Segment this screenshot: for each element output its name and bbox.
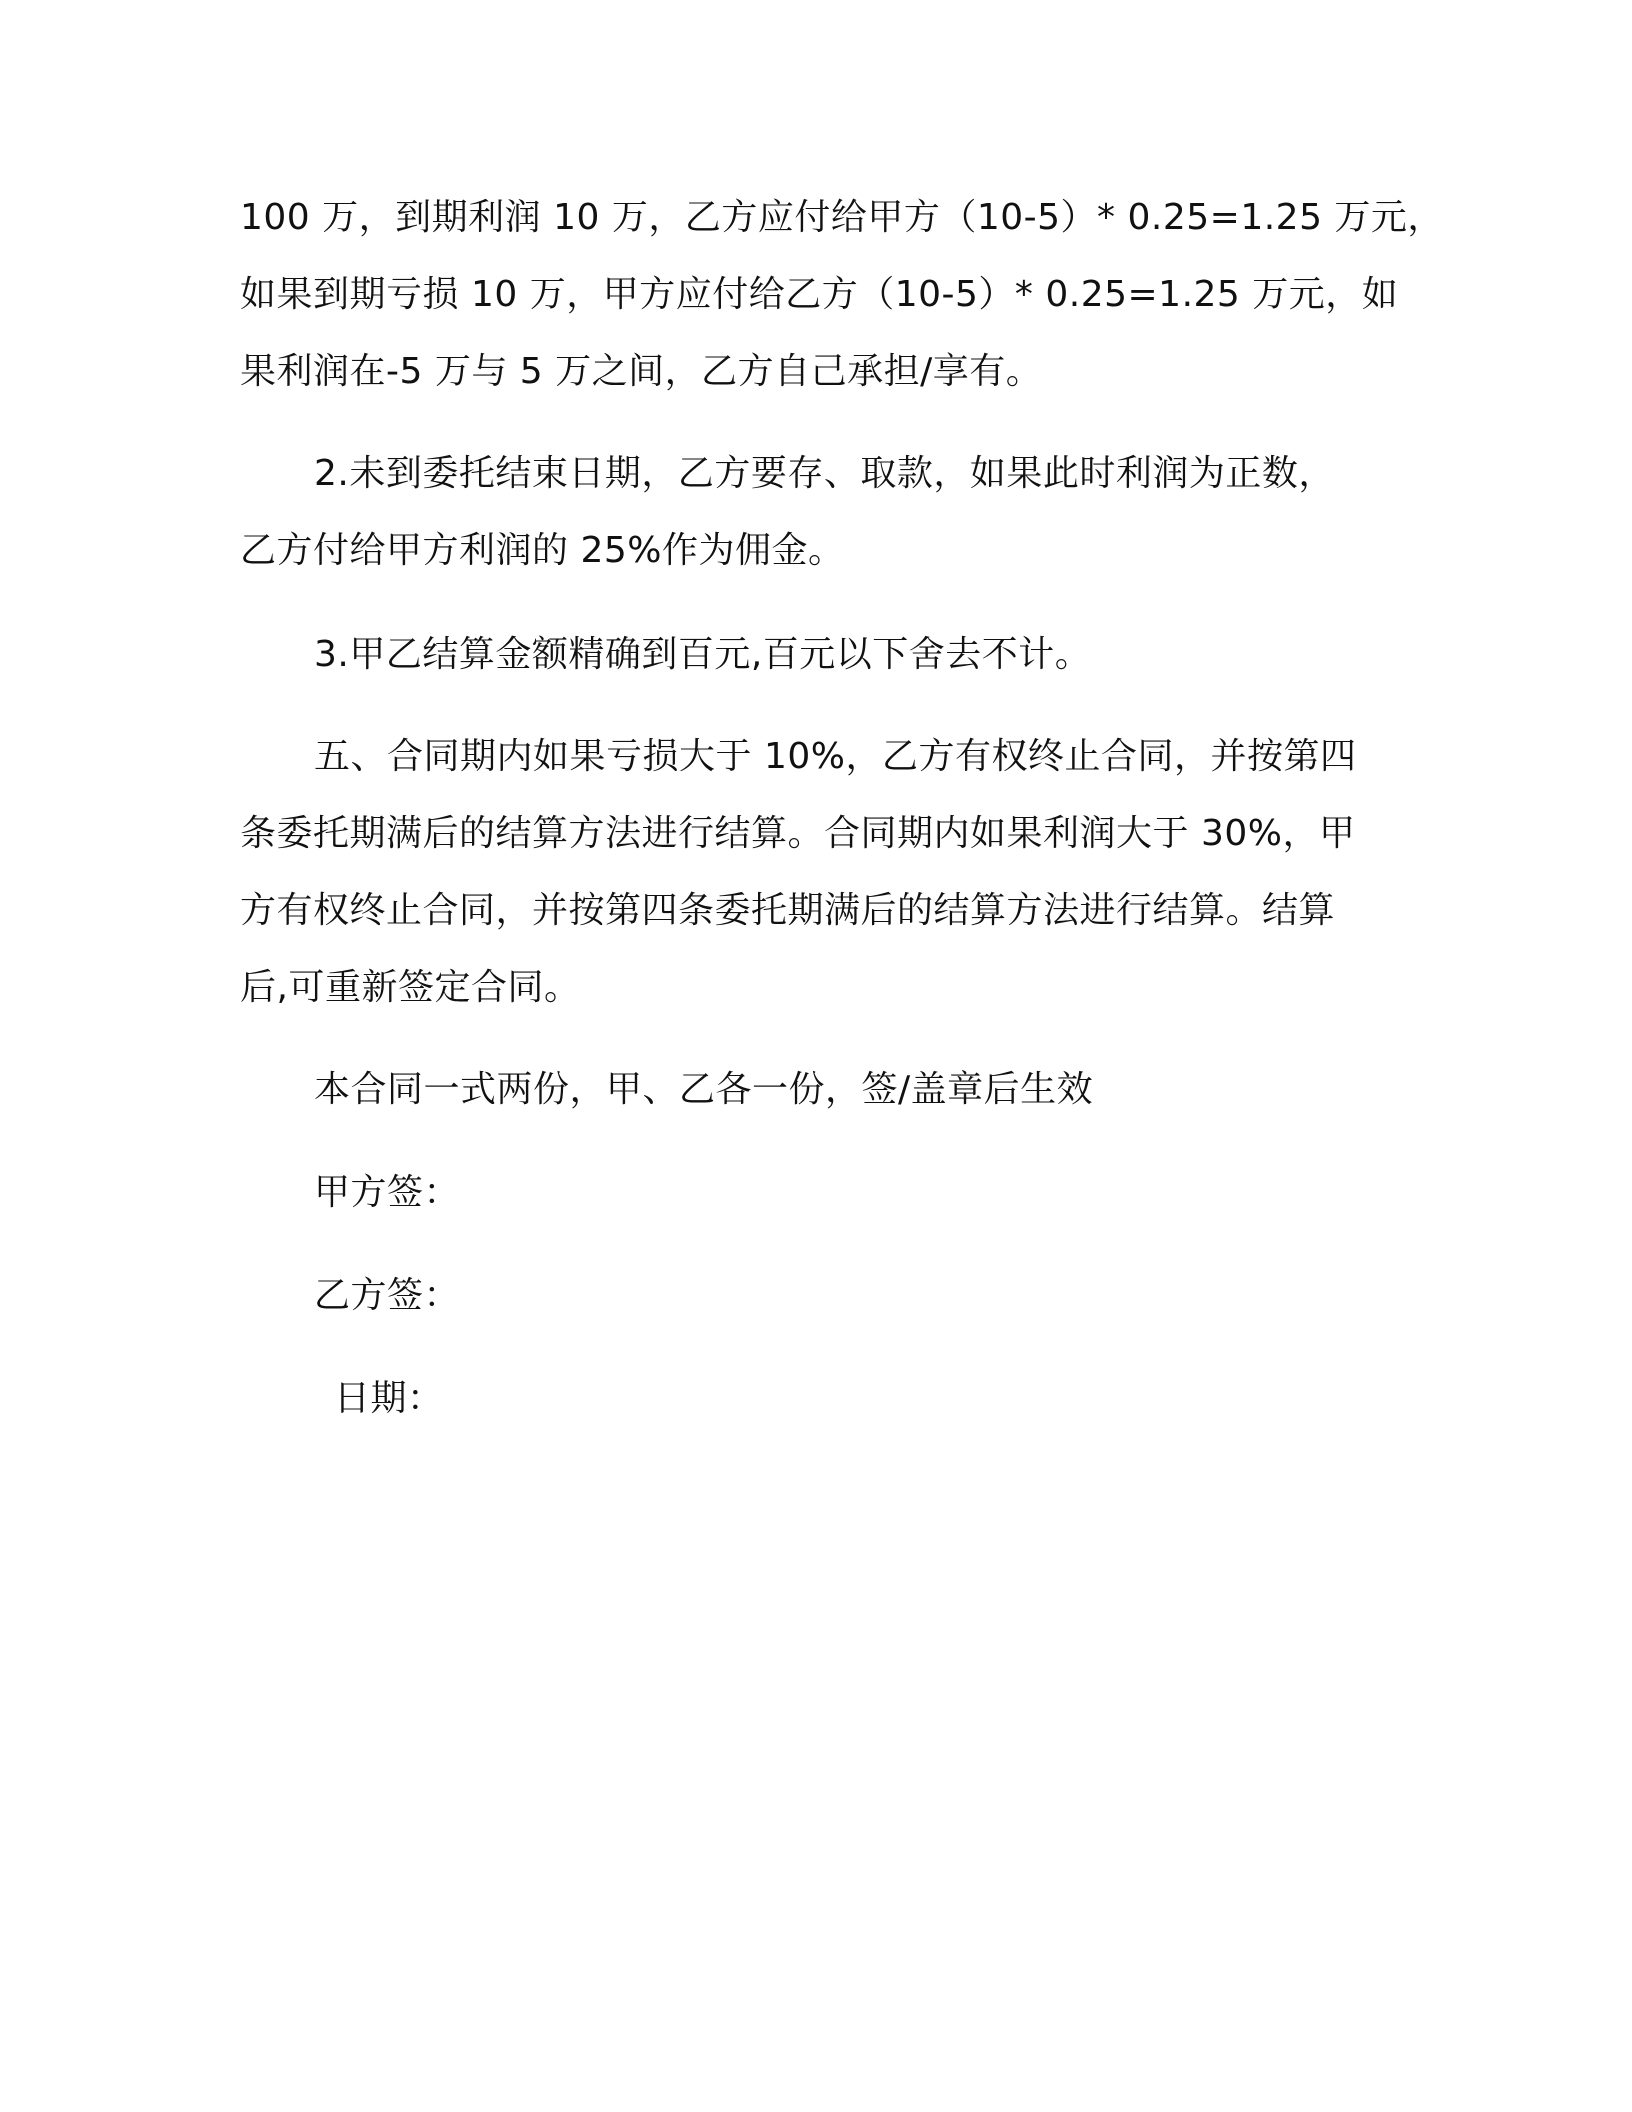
paragraph-4-3: 3.甲乙结算金额精确到百元,百元以下舍去不计。 [314,634,1092,675]
paragraph-4-2-line-2: 乙方付给甲方利润的 25%作为佣金。 [240,530,845,571]
paragraph-4-2-line-1: 2.未到委托结束日期，乙方要存、取款，如果此时利润为正数， [314,453,1335,494]
paragraph-4-1-line-2: 如果到期亏损 10 万，甲方应付给乙方（10-5）* 0.25=1.25 万元，如 [240,274,1399,315]
date-label: 日期： [334,1378,444,1419]
paragraph-4-1-line-3: 果利润在-5 万与 5 万之间，乙方自己承担/享有。 [240,351,1043,392]
party-a-signature-label: 甲方签： [314,1172,461,1213]
clause-5-line-2: 条委托期满后的结算方法进行结算。合同期内如果利润大于 30%，甲 [240,813,1356,854]
copies-statement: 本合同一式两份，甲、乙各一份，签/盖章后生效 [314,1069,1094,1110]
clause-5-line-3: 方有权终止合同，并按第四条委托期满后的结算方法进行结算。结算 [240,890,1336,931]
party-b-signature-label: 乙方签： [314,1275,461,1316]
clause-5-line-1: 五、合同期内如果亏损大于 10%，乙方有权终止合同，并按第四 [314,736,1357,777]
paragraph-4-1-line-1: 100 万，到期利润 10 万，乙方应付给甲方（10-5）* 0.25=1.25 万元， [240,197,1444,238]
clause-5-line-4: 后,可重新签定合同。 [240,967,581,1008]
